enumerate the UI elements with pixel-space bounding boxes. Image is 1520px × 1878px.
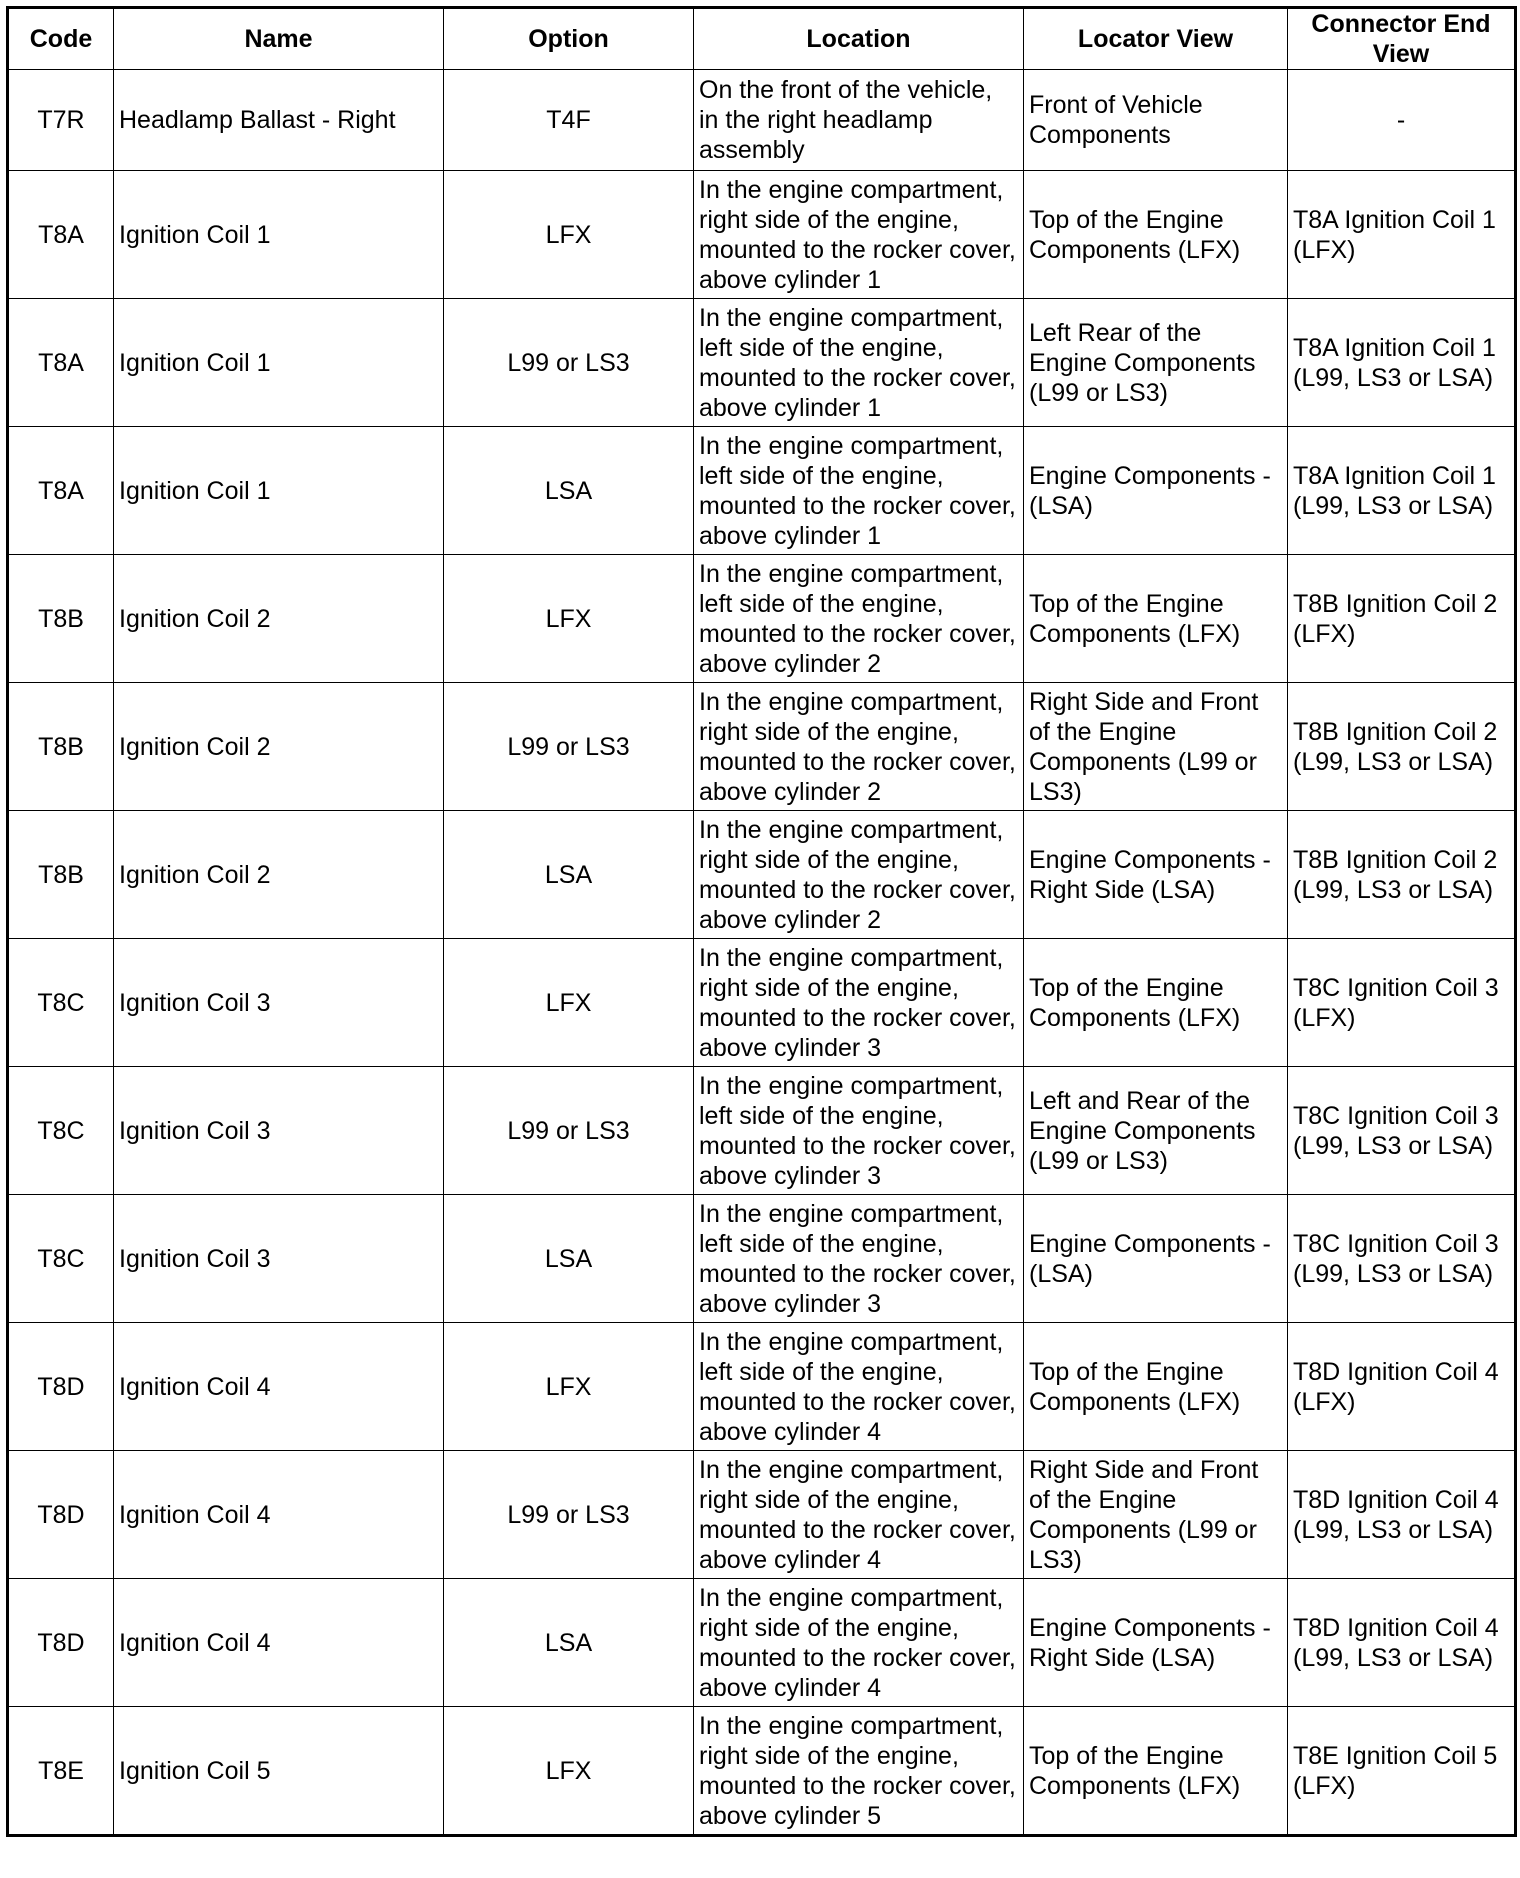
table-row xyxy=(8,811,1516,939)
cell-name: Ignition Coil 3 xyxy=(114,939,444,1067)
cell-code: T8D xyxy=(8,1579,114,1707)
cell-locator-view: Front of Vehicle Components xyxy=(1024,70,1288,171)
component-locator-sheet xyxy=(6,6,1514,1837)
cell-code: T8E xyxy=(8,1707,114,1836)
header-locator-view: Locator View xyxy=(1024,8,1288,70)
cell-location: In the engine compartment, left side of the engine, mounted to the rocker cover, above cylinder 4 xyxy=(694,1323,1024,1451)
cell-locator-view: Engine Components - (LSA) xyxy=(1024,427,1288,555)
table-row xyxy=(8,683,1516,811)
cell-code: T8D xyxy=(8,1451,114,1579)
cell-option: LSA xyxy=(444,811,694,939)
cell-code: T8A xyxy=(8,427,114,555)
cell-location: In the engine compartment, left side of the engine, mounted to the rocker cover, above cylinder 3 xyxy=(694,1067,1024,1195)
cell-name: Headlamp Ballast - Right xyxy=(114,70,444,171)
cell-connector-end-view: T8D Ignition Coil 4 (L99, LS3 or LSA) xyxy=(1288,1451,1516,1579)
cell-connector-end-view: T8B Ignition Coil 2 (L99, LS3 or LSA) xyxy=(1288,811,1516,939)
cell-name: Ignition Coil 4 xyxy=(114,1579,444,1707)
header-code: Code xyxy=(8,8,114,70)
cell-locator-view: Top of the Engine Components (LFX) xyxy=(1024,1323,1288,1451)
table-body xyxy=(8,70,1516,1836)
cell-option: L99 or LS3 xyxy=(444,683,694,811)
cell-connector-end-view: T8C Ignition Coil 3 (L99, LS3 or LSA) xyxy=(1288,1195,1516,1323)
cell-connector-end-view: T8C Ignition Coil 3 (LFX) xyxy=(1288,939,1516,1067)
cell-locator-view: Top of the Engine Components (LFX) xyxy=(1024,555,1288,683)
cell-location: On the front of the vehicle, in the right headlamp assembly xyxy=(694,70,1024,171)
cell-connector-end-view: T8A Ignition Coil 1 (L99, LS3 or LSA) xyxy=(1288,299,1516,427)
cell-location: In the engine compartment, left side of the engine, mounted to the rocker cover, above cylinder 1 xyxy=(694,299,1024,427)
cell-connector-end-view: T8D Ignition Coil 4 (LFX) xyxy=(1288,1323,1516,1451)
cell-location: In the engine compartment, right side of the engine, mounted to the rocker cover, above cylinder 4 xyxy=(694,1579,1024,1707)
cell-option: L99 or LS3 xyxy=(444,1067,694,1195)
cell-locator-view: Left and Rear of the Engine Components (L99 or LS3) xyxy=(1024,1067,1288,1195)
cell-code: T8A xyxy=(8,299,114,427)
table-row xyxy=(8,1451,1516,1579)
table-row xyxy=(8,939,1516,1067)
table-row xyxy=(8,1323,1516,1451)
cell-code: T8B xyxy=(8,811,114,939)
cell-option: L99 or LS3 xyxy=(444,1451,694,1579)
cell-connector-end-view: T8E Ignition Coil 5 (LFX) xyxy=(1288,1707,1516,1836)
cell-option: LFX xyxy=(444,1707,694,1836)
cell-name: Ignition Coil 4 xyxy=(114,1451,444,1579)
table-row xyxy=(8,555,1516,683)
component-table xyxy=(6,6,1517,1837)
cell-name: Ignition Coil 2 xyxy=(114,811,444,939)
cell-location: In the engine compartment, left side of the engine, mounted to the rocker cover, above cylinder 3 xyxy=(694,1195,1024,1323)
cell-name: Ignition Coil 4 xyxy=(114,1323,444,1451)
cell-option: LSA xyxy=(444,1579,694,1707)
cell-option: LSA xyxy=(444,1195,694,1323)
cell-option: LSA xyxy=(444,427,694,555)
cell-locator-view: Engine Components - Right Side (LSA) xyxy=(1024,811,1288,939)
cell-connector-end-view: T8A Ignition Coil 1 (LFX) xyxy=(1288,171,1516,299)
cell-location: In the engine compartment, right side of the engine, mounted to the rocker cover, above cylinder 2 xyxy=(694,683,1024,811)
cell-locator-view: Top of the Engine Components (LFX) xyxy=(1024,1707,1288,1836)
cell-code: T8B xyxy=(8,555,114,683)
cell-code: T8C xyxy=(8,1195,114,1323)
cell-location: In the engine compartment, right side of the engine, mounted to the rocker cover, above cylinder 2 xyxy=(694,811,1024,939)
cell-location: In the engine compartment, left side of the engine, mounted to the rocker cover, above cylinder 2 xyxy=(694,555,1024,683)
cell-locator-view: Top of the Engine Components (LFX) xyxy=(1024,939,1288,1067)
cell-option: L99 or LS3 xyxy=(444,299,694,427)
cell-name: Ignition Coil 5 xyxy=(114,1707,444,1836)
cell-connector-end-view: T8D Ignition Coil 4 (L99, LS3 or LSA) xyxy=(1288,1579,1516,1707)
cell-code: T8A xyxy=(8,171,114,299)
cell-code: T8C xyxy=(8,939,114,1067)
cell-connector-end-view: T8C Ignition Coil 3 (L99, LS3 or LSA) xyxy=(1288,1067,1516,1195)
table-row xyxy=(8,299,1516,427)
table-row xyxy=(8,70,1516,171)
cell-locator-view: Engine Components - Right Side (LSA) xyxy=(1024,1579,1288,1707)
cell-code: T7R xyxy=(8,70,114,171)
cell-name: Ignition Coil 3 xyxy=(114,1195,444,1323)
header-location: Location xyxy=(694,8,1024,70)
cell-option: LFX xyxy=(444,171,694,299)
cell-code: T8C xyxy=(8,1067,114,1195)
header-connector-end-view: Connector End View xyxy=(1288,8,1516,70)
cell-location: In the engine compartment, right side of the engine, mounted to the rocker cover, above cylinder 1 xyxy=(694,171,1024,299)
table-row xyxy=(8,1707,1516,1836)
table-row xyxy=(8,171,1516,299)
cell-code: T8D xyxy=(8,1323,114,1451)
cell-connector-end-view: T8B Ignition Coil 2 (L99, LS3 or LSA) xyxy=(1288,683,1516,811)
cell-option: LFX xyxy=(444,555,694,683)
cell-location: In the engine compartment, right side of the engine, mounted to the rocker cover, above cylinder 3 xyxy=(694,939,1024,1067)
cell-option: LFX xyxy=(444,1323,694,1451)
cell-location: In the engine compartment, right side of the engine, mounted to the rocker cover, above cylinder 5 xyxy=(694,1707,1024,1836)
cell-name: Ignition Coil 3 xyxy=(114,1067,444,1195)
table-row xyxy=(8,427,1516,555)
cell-connector-end-view: T8A Ignition Coil 1 (L99, LS3 or LSA) xyxy=(1288,427,1516,555)
table-row xyxy=(8,1195,1516,1323)
cell-name: Ignition Coil 1 xyxy=(114,427,444,555)
cell-code: T8B xyxy=(8,683,114,811)
cell-connector-end-view: - xyxy=(1288,70,1516,171)
cell-locator-view: Engine Components - (LSA) xyxy=(1024,1195,1288,1323)
cell-location: In the engine compartment, left side of the engine, mounted to the rocker cover, above cylinder 1 xyxy=(694,427,1024,555)
table-row xyxy=(8,1067,1516,1195)
cell-option: T4F xyxy=(444,70,694,171)
cell-locator-view: Left Rear of the Engine Components (L99 or LS3) xyxy=(1024,299,1288,427)
table-header-row xyxy=(8,8,1516,70)
cell-locator-view: Top of the Engine Components (LFX) xyxy=(1024,171,1288,299)
cell-locator-view: Right Side and Front of the Engine Components (L99 or LS3) xyxy=(1024,1451,1288,1579)
header-name: Name xyxy=(114,8,444,70)
cell-locator-view: Right Side and Front of the Engine Components (L99 or LS3) xyxy=(1024,683,1288,811)
cell-name: Ignition Coil 2 xyxy=(114,683,444,811)
cell-name: Ignition Coil 1 xyxy=(114,171,444,299)
cell-connector-end-view: T8B Ignition Coil 2 (LFX) xyxy=(1288,555,1516,683)
cell-location: In the engine compartment, right side of the engine, mounted to the rocker cover, above cylinder 4 xyxy=(694,1451,1024,1579)
table-row xyxy=(8,1579,1516,1707)
cell-option: LFX xyxy=(444,939,694,1067)
header-option: Option xyxy=(444,8,694,70)
cell-name: Ignition Coil 1 xyxy=(114,299,444,427)
cell-name: Ignition Coil 2 xyxy=(114,555,444,683)
